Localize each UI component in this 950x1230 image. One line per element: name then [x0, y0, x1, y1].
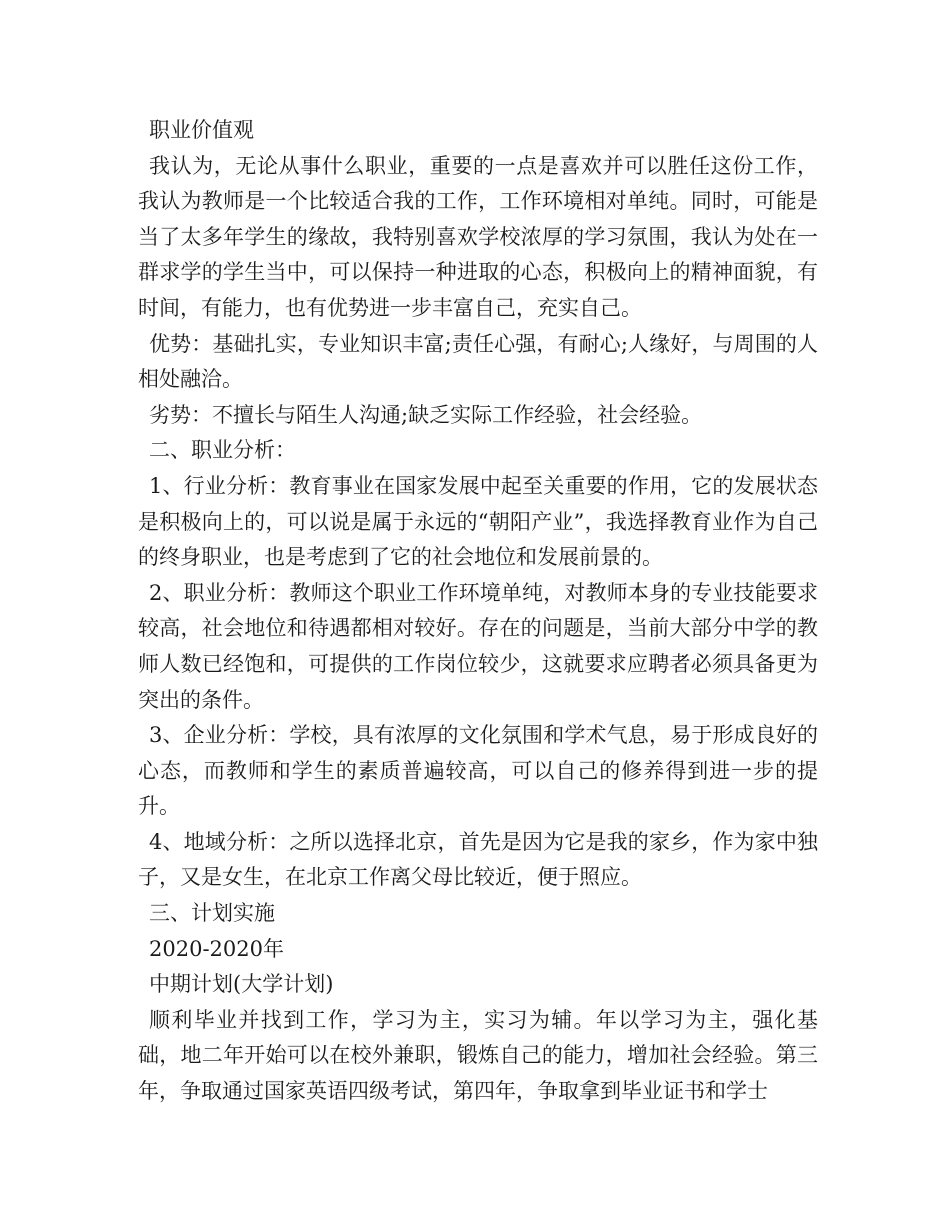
paragraph-strengths: 优势：基础扎实，专业知识丰富;责任心强，有耐心;人缘好，与周围的人相处融洽。	[138, 331, 818, 392]
paragraph-enterprise-analysis: 3、企业分析：学校，具有浓厚的文化氛围和学术气息，易于形成良好的心态，而教师和学生的素质普遍较高，可以自己的修养得到进一步的提升。	[138, 723, 818, 819]
section-heading-plan-implementation: 三、计划实施	[149, 901, 275, 926]
section-heading-career-analysis: 二、职业分析：	[149, 438, 296, 463]
paragraph-industry-analysis: 1、行业分析：教育事业在国家发展中起至关重要的作用，它的发展状态是积极向上的，可以说是属于永远的“朝阳产业”，我选择教育业作为自己的终身职业，也是考虑到了它的社会地位和发展前景的。	[138, 473, 818, 570]
paragraph-midterm-plan-heading: 中期计划(大学计划)	[149, 972, 334, 997]
paragraph-year-range: 2020-2020年	[149, 936, 284, 961]
paragraph-midterm-plan-text: 顺利毕业并找到工作，学习为主，实习为辅。年以学习为主，强化基础，地二年开始可以在校外兼职，锻炼自己的能力，增加社会经验。第三年，争取通过国家英语四级考试，第四年，争取拿到毕业证书和学士	[138, 1007, 818, 1104]
paragraph-region-analysis: 4、地域分析：之所以选择北京，首先是因为它是我的家乡，作为家中独子，又是女生，在北京工作离父母比较近，便于照应。	[138, 829, 818, 890]
paragraph-values-text: 我认为，无论从事什么职业，重要的一点是喜欢并可以胜任这份工作，我认为教师是一个比较适合我的工作，工作环境相对单纯。同时，可能是当了太多年学生的缘故，我特别喜欢学校浓厚的学习氛围，我认为处在一群求学的学生当中，可以保持一种进取的心态，积极向上的精神面貌，有时间，有能力，也有优势进一步丰富自己，充实自己。	[138, 153, 818, 320]
paragraph-weaknesses: 劣势：不擅长与陌生人沟通;缺乏实际工作经验，社会经验。	[149, 402, 703, 427]
paragraph-occupation-analysis: 2、职业分析：教师这个职业工作环境单纯，对教师本身的专业技能要求较高，社会地位和待遇都相对较好。存在的问题是，当前大部分中学的教师人数已经饱和，可提供的工作岗位较少，这就要求应聘者必须具备更为突出的条件。	[138, 580, 818, 712]
document-body	[138, 113, 818, 1110]
section-heading-career-values: 职业价值观	[149, 118, 254, 142]
